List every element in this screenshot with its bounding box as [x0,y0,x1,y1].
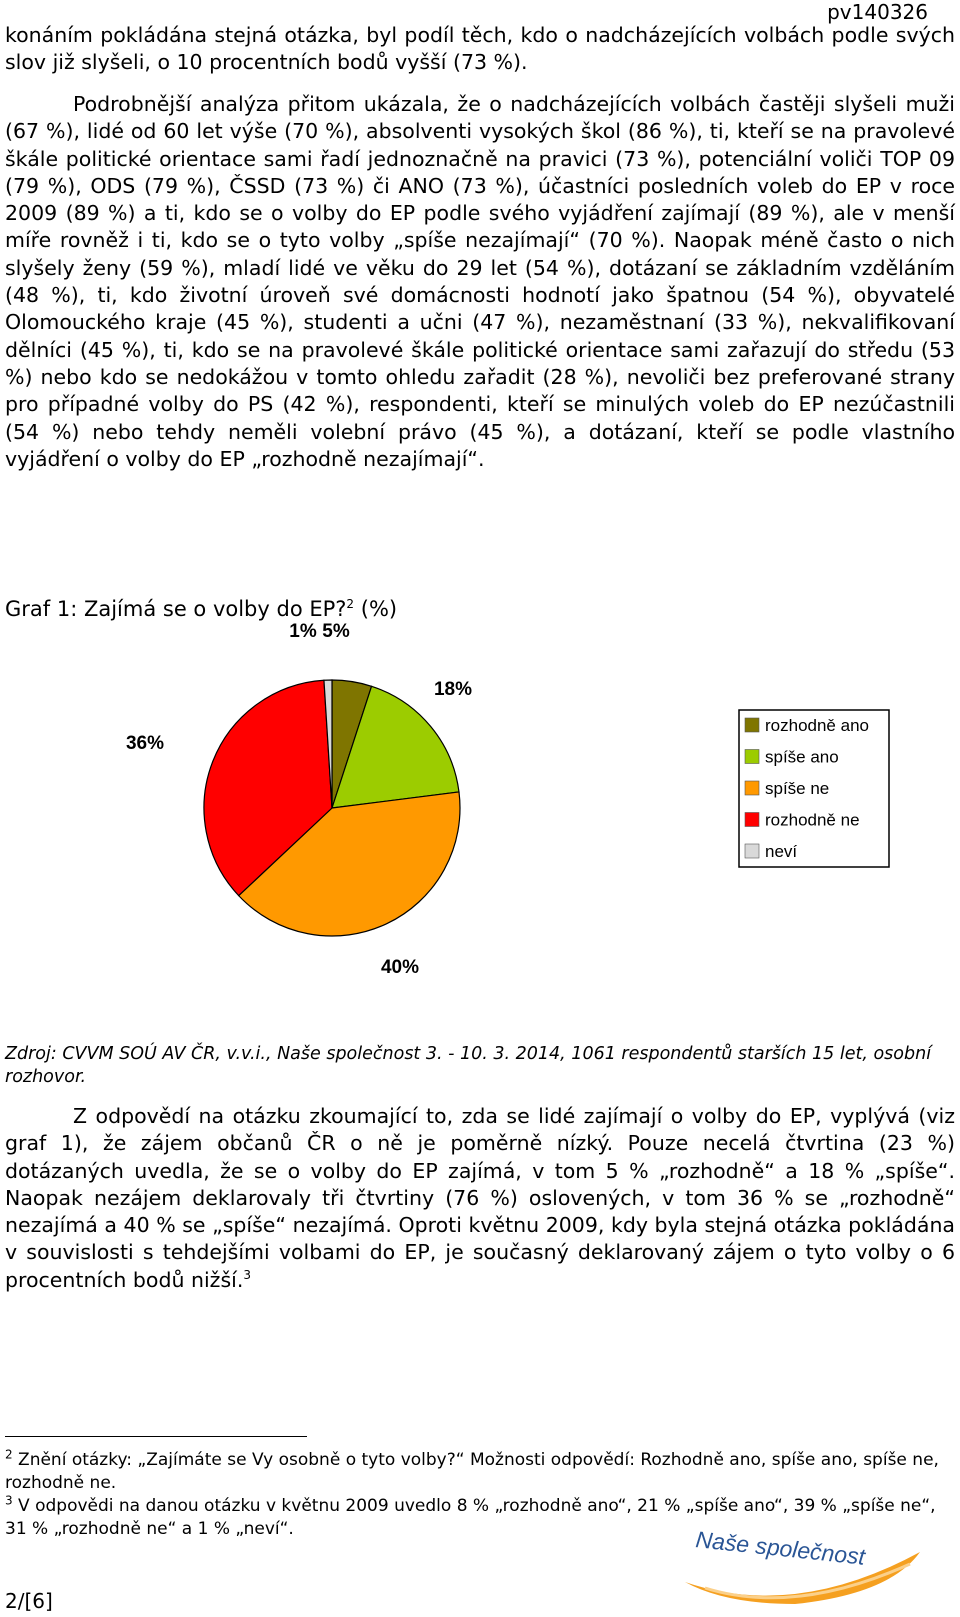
legend-label-4: rozhodně ne [765,810,860,830]
pie-slices [204,680,460,936]
paragraph-intro-end: konáním pokládána stejná otázka, byl podíl těch, kdo o nadcházejících volbách podle svých slov již slyšeli, o 10 procentních bodů vyšší (73 %). [5,23,955,75]
legend-swatch-1 [745,718,759,732]
footnote-ref-2: 2 [346,597,355,611]
svg-text:Naše společnost: Naše společnost [694,1526,867,1570]
legend-swatch-5 [745,844,759,858]
pie-label-4: 36% [125,733,165,754]
footnote-3-text: V odpovědi na danou otázku v květnu 2009 uvedlo 8 % „rozhodně ano“, 21 % „spíše ano“, 39 % „spíše ne“, 31 % „rozhodně ne“ a 1 % „neví“. [5,1496,936,1539]
pie-label-3: 40% [380,957,420,978]
footnote-2-number: 2 [5,1447,13,1462]
footnote-3-number: 3 [5,1493,13,1508]
legend-label-3: spíše ne [765,779,830,798]
chart-source: Zdroj: CVVM SOÚ AV ČR, v.v.i., Naše společnost 3. - 10. 3. 2014, 1061 respondentů starších 15 let, osobní rozhovor. [5,1044,932,1087]
footnote-ref-3: 3 [243,1267,251,1282]
page-number: 2/[6] [5,1589,53,1613]
legend-label-1: rozhodně ano [765,716,869,735]
footnote-divider [5,1436,307,1437]
pie-chart [0,620,960,1000]
paragraph-analysis: Podrobnější analýza přitom ukázala, že o nadcházejících volbách častěji slyšeli muži (67 %), lidé od 60 let výše (70 %), absolventi vysokých škol (86 %), ti, kteří se na pravolevé škále politické orientace sami řadí jednoznačně na pravici (73 %), potenciální voliči TOP 09 (79 %), ODS (79 %), ČSSD (73 %) či ANO (73 %), účastníci posledních voleb do EP v roce 2009 (89 %) a ti, kdo se o volby do EP podle svého vyjádření zajímají (89 %), ale v menší míře rovněž i ti, kdo se o tyto volby „spíše nezajímají“ (70 %). Naopak méně často o nich slyšely ženy (59 %), mladí lidé ve věku do 29 let (54 %), dotázaní se základním vzděláním (48 %), ti, kdo životní úroveň své domácnosti hodnotí jako špatnou (54 %), obyvatelé Olomouckého kraje (45 %), studenti a učni (47 %), nezaměstnaní (33 %), nekvalifikovaní dělníci (45 %), ti, kdo se na pravolevé škále politické orientace sami zařazují do středu (53 %) nebo kdo se nedokážou v tomto ohledu zařadit (28 %), nevoliči bez preferované strany pro případné volby do PS (42 %), respondenti, kteří se minulých voleb do EP nezúčastnili (54 %) nebo tehdy neměli volební právo (45 %), a dotázaní, kteří se podle vlastního vyjádření o volby do EP „rozhodně nezajímají“. [5,92,955,471]
legend-swatch-2 [745,750,759,764]
paragraph-interest-text: Z odpovědí na otázku zkoumající to, zda se lidé zajímají o volby do EP, vyplývá (viz graf 1), že zájem občanů ČR o ně je poměrně nízký. Pouze necelá čtvrtina (23 %) dotázaných uvedla, že se o volby do EP zajímá, v tom 5 % „rozhodně“ a 18 % „spíše“. Naopak nezájem deklarovaly tři čtvrtiny (76 %) oslovených, v tom 36 % se „rozhodně“ nezajímá a 40 % se „spíše“ nezajímá. Oproti květnu 2009, kdy byla stejná otázka pokládána v souvislosti s tehdejšími volbami do EP, je současný deklarovaný zájem o tyto volby o 6 procentních bodů nižší. [5,1104,955,1292]
chart-title-text: Graf 1: Zajímá se o volby do EP? [5,597,347,621]
pie-label-5: 1% [289,621,317,642]
document-id: pv140326 [827,0,928,24]
footnote-2 [5,1449,955,1495]
footnote-2-text: Znění otázky: „Zajímáte se Vy osobně o tyto volby?“ Možnosti odpovědí: Rozhodně ano, spíše ano, spíše ne, rozhodně ne. [5,1450,939,1493]
legend-swatch-4 [745,813,759,827]
pie-label-2: 18% [433,679,473,700]
legend-swatch-3 [745,781,759,795]
legend-label-5: neví [765,842,798,861]
legend [739,710,889,867]
nase-spolecnost-logo [665,1512,935,1612]
chart-title-unit: (%) [360,597,398,621]
paragraph-interest [5,1103,955,1294]
legend-label-2: spíše ano [765,747,839,767]
pie-label-1: 5% [322,621,350,642]
chart-title [5,596,397,622]
